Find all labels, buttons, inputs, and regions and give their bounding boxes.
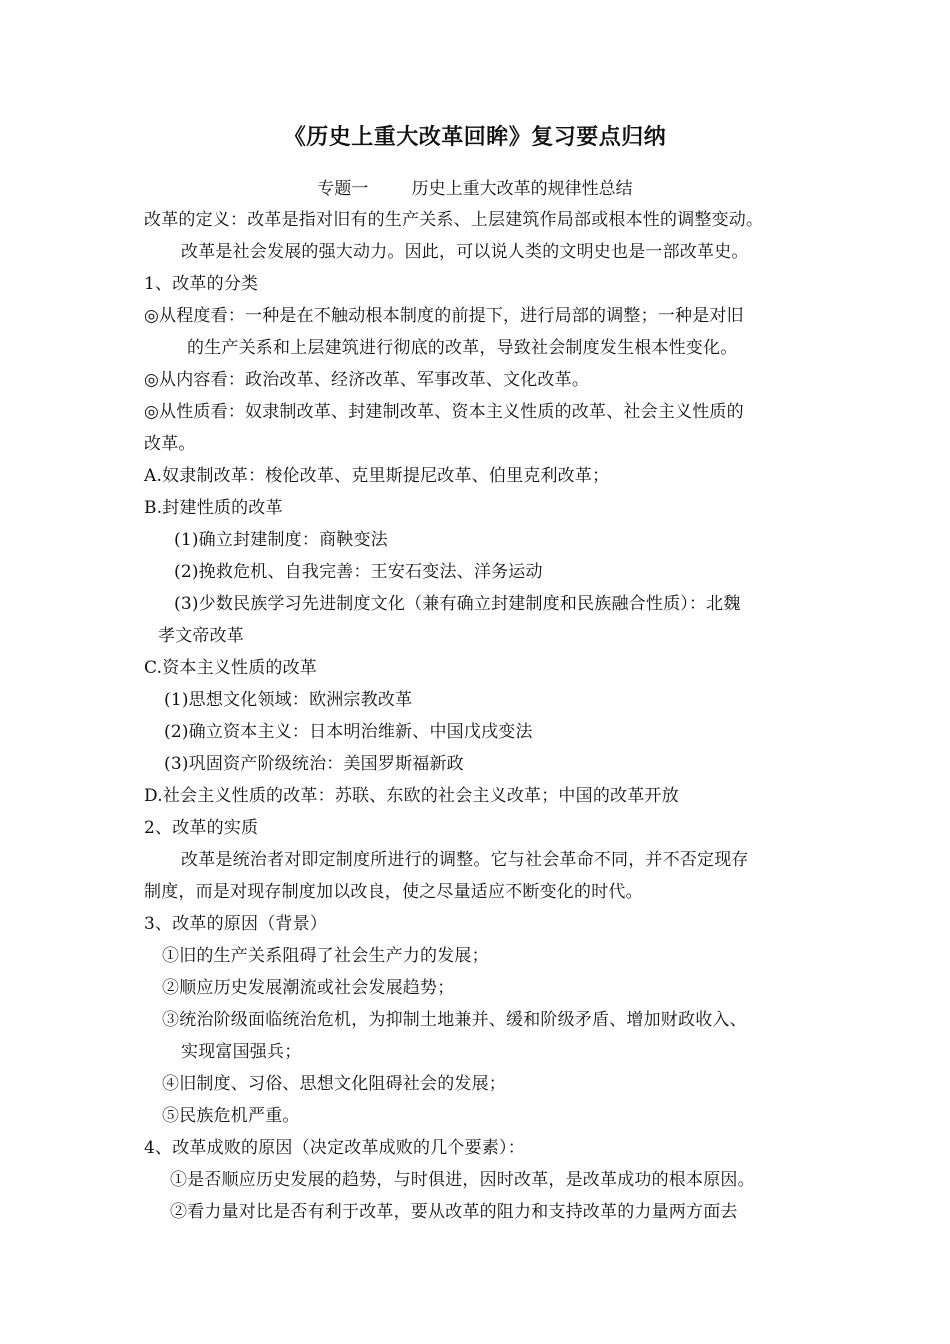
text-line: (3)巩固资产阶级统治：美国罗斯福新政 xyxy=(164,754,464,774)
text-line: 改革的定义：改革是指对旧有的生产关系、上层建筑作局部或根本性的调整变动。 xyxy=(144,210,764,230)
text-line: ◎从内容看：政治改革、经济改革、军事改革、文化改革。 xyxy=(144,370,590,390)
text-line: ⑤民族危机严重。 xyxy=(162,1106,300,1126)
section-heading: 1、改革的分类 xyxy=(144,274,259,294)
text-line: ◎从程度看：一种是在不触动根本制度的前提下，进行局部的调整；一种是对旧 xyxy=(144,306,744,326)
text-line: 孝文帝改革 xyxy=(158,626,244,646)
text-line: C.资本主义性质的改革 xyxy=(144,658,318,678)
text-line: ②看力量对比是否有利于改革，要从改革的阻力和支持改革的力量两方面去 xyxy=(170,1202,738,1222)
section-heading: 3、改革的原因（背景） xyxy=(144,914,328,934)
text-line: (1)思想文化领域：欧洲宗教改革 xyxy=(164,690,413,710)
section-heading: 4、改革成败的原因（决定改革成败的几个要素）： xyxy=(144,1138,525,1158)
text-line: 改革。 xyxy=(144,434,196,454)
text-line: D.社会主义性质的改革：苏联、东欧的社会主义改革；中国的改革开放 xyxy=(144,786,679,806)
text-line: 制度，而是对现存制度加以改良，使之尽量适应不断变化的时代。 xyxy=(144,882,643,902)
text-line: 改革是社会发展的强大动力。因此，可以说人类的文明史也是一部改革史。 xyxy=(181,242,749,262)
text-line: ◎从性质看：奴隶制改革、封建制改革、资本主义性质的改革、社会主义性质的 xyxy=(144,402,744,422)
text-line: ③统治阶级面临统治危机，为抑制土地兼并、缓和阶级矛盾、增加财政收入、 xyxy=(162,1010,747,1030)
text-line: A.奴隶制改革：梭伦改革、克里斯提尼改革、伯里克利改革； xyxy=(144,466,610,486)
text-line: (2)挽救危机、自我完善：王安石变法、洋务运动 xyxy=(174,562,543,582)
text-line: (2)确立资本主义：日本明治维新、中国戊戌变法 xyxy=(164,722,533,742)
text-line: 实现富国强兵； xyxy=(181,1042,302,1062)
document-subtitle: 专题一 历史上重大改革的规律性总结 xyxy=(317,179,633,199)
text-line: (1)确立封建制度：商鞅变法 xyxy=(174,530,388,550)
text-line: B.封建性质的改革 xyxy=(144,498,283,518)
text-line: (3)少数民族学习先进制度文化（兼有确立封建制度和民族融合性质）：北魏 xyxy=(174,594,741,614)
section-heading: 2、改革的实质 xyxy=(144,818,259,838)
text-line: ①旧的生产关系阻碍了社会生产力的发展； xyxy=(162,946,489,966)
text-line: ①是否顺应历史发展的趋势，与时俱进，因时改革，是改革成功的根本原因。 xyxy=(170,1170,755,1190)
document-title: 《历史上重大改革回眸》复习要点归纳 xyxy=(283,125,667,150)
text-line: 的生产关系和上层建筑进行彻底的改革，导致社会制度发生根本性变化。 xyxy=(187,338,738,358)
text-line: ②顺应历史发展潮流或社会发展趋势； xyxy=(162,978,455,998)
text-line: 改革是统治者对即定制度所进行的调整。它与社会革命不同，并不否定现存 xyxy=(181,850,749,870)
text-line: ④旧制度、习俗、思想文化阻碍社会的发展； xyxy=(162,1074,506,1094)
